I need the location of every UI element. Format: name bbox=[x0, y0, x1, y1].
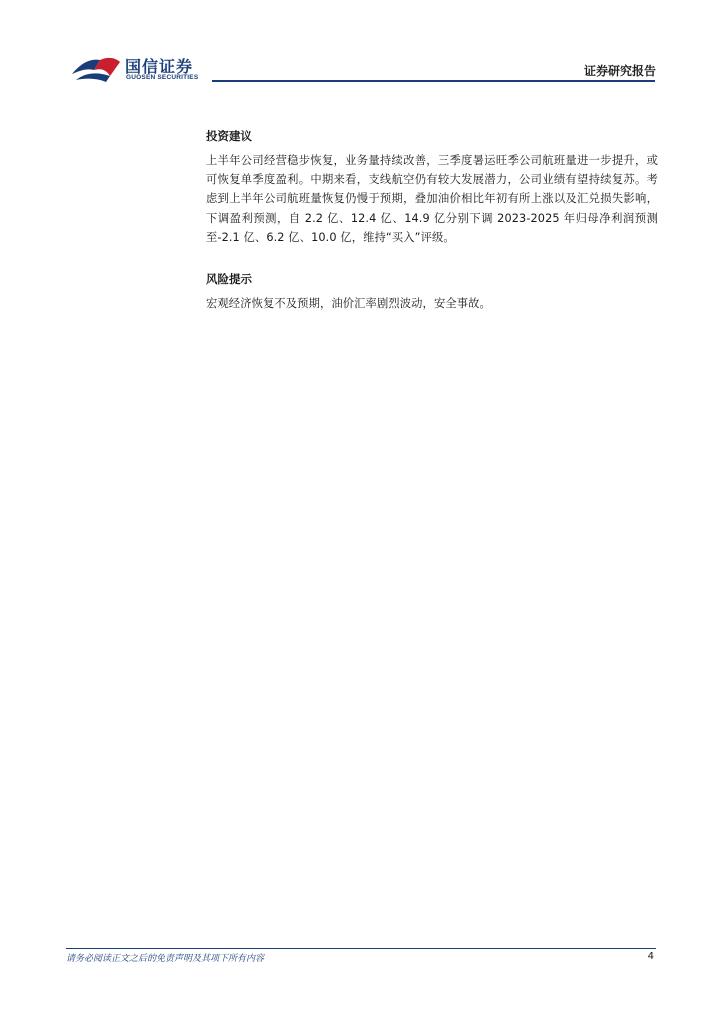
risk-title: 风险提示 bbox=[206, 272, 252, 287]
risk-section bbox=[206, 271, 658, 313]
logo-chinese-name: 国信证券 bbox=[125, 57, 194, 76]
page-number: 4 bbox=[647, 951, 654, 962]
footer-disclaimer: 请务必阅读正文之后的免责声明及其项下所有内容 bbox=[66, 954, 265, 964]
investment-section bbox=[206, 128, 658, 247]
guosen-logo-mark-icon bbox=[70, 52, 122, 86]
page-header bbox=[0, 0, 724, 90]
investment-text: 上半年公司经营稳步恢复，业务量持续改善，三季度暑运旺季公司航班量进一步提升，或可恢复单季度盈利。中期来看，支线航空仍有较大发展潜力，公司业绩有望持续复苏。考虑到上半年公司航班量恢复仍慢于预期，叠加油价相比年初有所上涨以及汇兑损失影响，下调盈利预测，自 2.2 亿、12.4 亿、14.9 亿分别下调 2023-2025 年归母净利润预测至-2.1 亿、6.2 亿、10.0 亿，维持“买入”评级。 bbox=[206, 154, 658, 244]
header-divider bbox=[212, 80, 655, 82]
report-body bbox=[206, 128, 658, 313]
investment-title: 投资建议 bbox=[206, 129, 252, 143]
report-type-label: 证券研究报告 bbox=[583, 64, 656, 78]
logo-english-name: GUOSEN SECURITIES bbox=[126, 74, 199, 81]
footer-divider bbox=[66, 948, 656, 949]
risk-text: 宏观经济恢复不及预期，油价汇率剧烈波动，安全事故。 bbox=[206, 297, 491, 311]
guosen-logo bbox=[70, 52, 210, 86]
